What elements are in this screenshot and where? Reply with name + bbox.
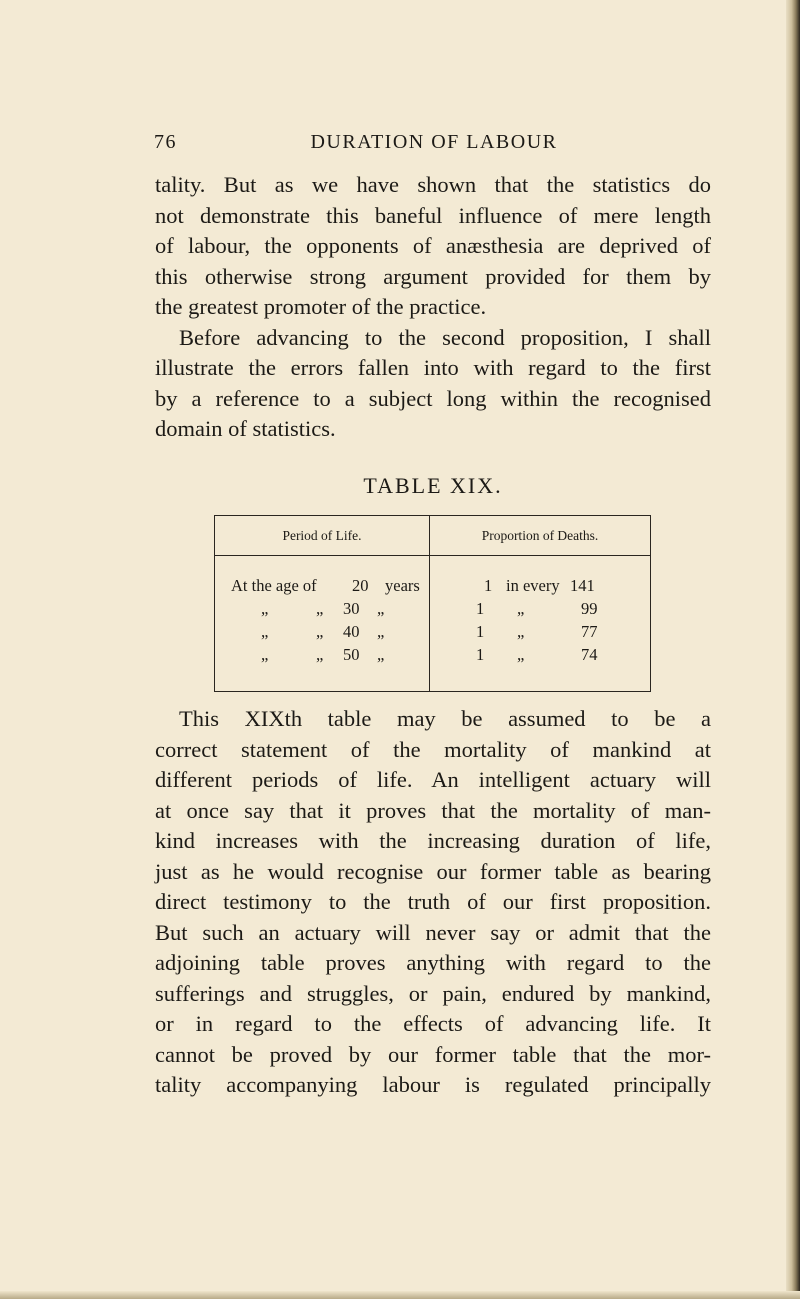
table-row — [215, 622, 650, 645]
text-line: cannot be proved by our former table that the mor- — [155, 1041, 711, 1067]
ditto-mark: „ — [261, 599, 269, 618]
text-line: not demonstrate this baneful influence of mere length — [155, 202, 711, 228]
ditto-mark: „ — [316, 622, 324, 641]
ditto-mark: „ — [261, 645, 269, 664]
text-line: tality accompanying labour is regulated principally — [155, 1072, 711, 1097]
proportion-one: 1 — [476, 622, 485, 641]
table-title: TABLE XIX. — [363, 473, 503, 498]
text-line: adjoining table proves anything with regard to the — [155, 950, 711, 975]
text-line: or in regard to the effects of advancing life. It — [155, 1011, 711, 1036]
table-row — [215, 576, 650, 599]
text-line: this otherwise strong argument provided for them by — [155, 263, 711, 289]
page-bottom-edge — [0, 1291, 800, 1299]
text-line: at once say that it proves that the mortality of man- — [155, 797, 711, 823]
age-value: 40 — [343, 622, 360, 641]
text-line: illustrate the errors fallen into with regard to the first — [155, 355, 711, 380]
text-line: But such an actuary will never say or admit that the — [155, 919, 711, 945]
age-value: 50 — [343, 645, 360, 664]
text-line: domain of statistics. — [155, 416, 336, 441]
age-prefix: At the age of — [231, 576, 317, 595]
proportion-mid: „ — [517, 645, 525, 664]
text-line: by a reference to a subject long within the recognised — [155, 385, 711, 411]
text-line: just as he would recognise our former table as bearing — [155, 858, 711, 884]
text-line: sufferings and struggles, or pain, endured by mankind, — [155, 980, 711, 1006]
age-value: 30 — [343, 599, 360, 618]
text-line: the greatest promoter of the practice. — [155, 294, 487, 319]
proportion-value: 77 — [581, 622, 598, 641]
proportion-mid: in every — [506, 576, 560, 595]
proportion-value: 141 — [570, 576, 595, 595]
age-unit: „ — [377, 622, 385, 641]
age-unit: „ — [377, 645, 385, 664]
text-line: direct testimony to the truth of our first proposition. — [155, 889, 711, 914]
table-row — [215, 645, 650, 668]
text-line: kind increases with the increasing duration of life, — [155, 828, 711, 853]
proportion-one: 1 — [484, 576, 493, 595]
ditto-mark: „ — [316, 599, 324, 618]
age-unit: years — [385, 576, 420, 595]
running-head: DURATION OF LABOUR — [310, 131, 558, 153]
header-separator — [215, 555, 650, 556]
paragraph-bottom — [155, 704, 711, 1101]
proportion-one: 1 — [476, 645, 485, 664]
proportion-mid: „ — [517, 622, 525, 641]
table-row — [215, 599, 650, 622]
text-line: correct statement of the mortality of mankind at — [155, 736, 711, 762]
column-header-proportion: Proportion of Deaths. — [481, 528, 599, 543]
text-line: tality. But as we have shown that the statistics do — [155, 172, 711, 197]
age-unit: „ — [377, 599, 385, 618]
ditto-mark: „ — [261, 622, 269, 641]
column-header-period: Period of Life. — [282, 528, 362, 543]
page-edge — [786, 0, 800, 1299]
page-number: 76 — [154, 131, 177, 153]
text-line: different periods of life. An intelligent actuary will — [155, 767, 711, 792]
proportion-mid: „ — [517, 599, 525, 618]
text-line: Before advancing to the second proposition, I shall — [179, 324, 711, 350]
proportion-value: 74 — [581, 645, 598, 664]
age-value: 20 — [352, 576, 369, 595]
text-line: of labour, the opponents of anæsthesia are deprived of — [155, 233, 711, 258]
text-line: This XIXth table may be assumed to be a — [179, 706, 711, 731]
proportion-one: 1 — [476, 599, 485, 618]
ditto-mark: „ — [316, 645, 324, 664]
paragraph-top — [155, 170, 711, 445]
mortality-table — [214, 515, 651, 692]
proportion-value: 99 — [581, 599, 598, 618]
